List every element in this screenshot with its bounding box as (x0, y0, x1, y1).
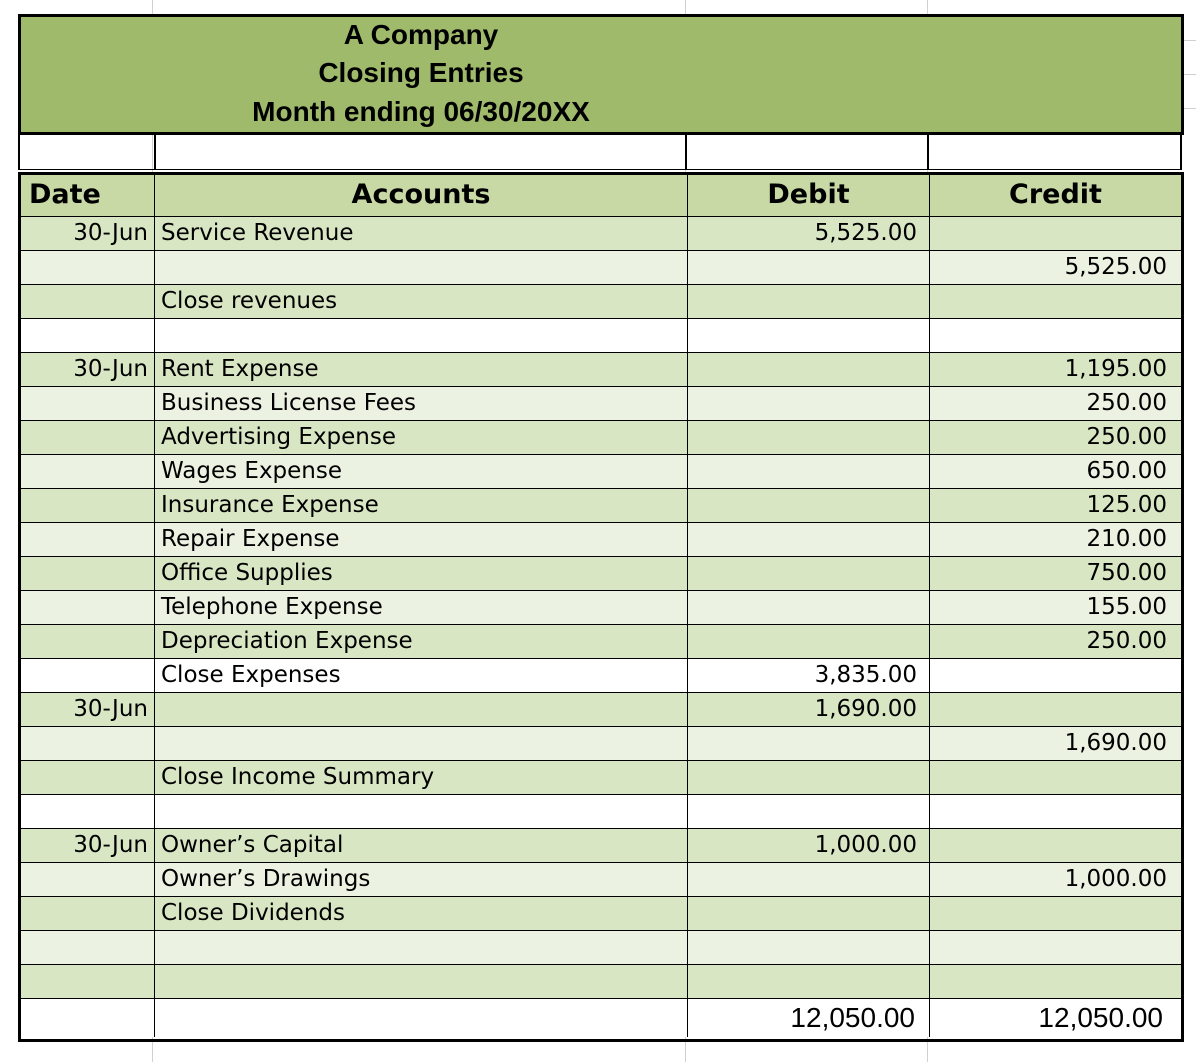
spacer-cell[interactable] (18, 133, 156, 170)
row-credit-cell[interactable]: 750.00 (1086, 560, 1167, 586)
gridline (1184, 74, 1196, 75)
row-debit-cell[interactable] (688, 421, 930, 454)
row-debit-cell[interactable] (688, 319, 930, 352)
table-row (21, 727, 1181, 761)
table-row (21, 897, 1181, 931)
row-credit-cell[interactable] (930, 829, 1181, 862)
row-date-cell[interactable] (21, 965, 155, 998)
row-date-cell[interactable] (21, 897, 155, 930)
table-row (21, 523, 1181, 557)
row-debit-cell[interactable] (688, 455, 930, 488)
row-date-cell[interactable] (21, 761, 155, 794)
row-credit-cell[interactable] (930, 285, 1181, 318)
row-date-cell[interactable] (21, 591, 155, 624)
row-debit-cell[interactable] (688, 863, 930, 896)
row-date-cell[interactable] (21, 795, 155, 828)
accounts-column-header[interactable]: Accounts (155, 175, 688, 216)
row-date-cell[interactable] (21, 863, 155, 896)
row-date-cell[interactable] (21, 727, 155, 760)
row-debit-cell[interactable] (688, 727, 930, 760)
row-credit-cell[interactable] (930, 965, 1181, 998)
table-row (21, 217, 1181, 251)
row-credit-cell[interactable]: 1,690.00 (1064, 730, 1167, 756)
row-account-cell[interactable] (155, 965, 688, 998)
row-date-cell[interactable] (21, 319, 155, 352)
row-date-cell[interactable] (21, 421, 155, 454)
row-debit-cell[interactable] (688, 591, 930, 624)
table-row (21, 829, 1181, 863)
row-account-cell[interactable] (155, 795, 688, 828)
row-account-cell[interactable]: Owner’s Drawings (155, 863, 688, 896)
table-row (21, 489, 1181, 523)
row-account-cell[interactable]: Office Supplies (155, 557, 688, 590)
table-row (21, 353, 1181, 387)
table-row (21, 387, 1181, 421)
table-row (21, 931, 1181, 965)
row-credit-cell[interactable] (930, 795, 1181, 828)
total-debit[interactable]: 12,050.00 (688, 999, 930, 1037)
spacer-cell[interactable] (927, 133, 1182, 170)
table-row (21, 319, 1181, 353)
row-credit-cell[interactable]: 250.00 (1086, 390, 1167, 416)
row-account-cell[interactable]: Repair Expense (155, 523, 688, 556)
table-row (21, 693, 1181, 727)
row-date-cell[interactable] (21, 557, 155, 590)
row-date-cell[interactable]: 30-Jun (21, 693, 155, 726)
row-debit-cell[interactable]: 3,835.00 (688, 659, 930, 692)
row-debit-cell[interactable] (688, 795, 930, 828)
row-account-cell[interactable]: Insurance Expense (155, 489, 688, 522)
row-date-cell[interactable]: 30-Jun (21, 353, 155, 386)
row-account-cell[interactable] (155, 693, 688, 726)
row-date-cell[interactable] (21, 455, 155, 488)
row-date-cell[interactable] (21, 931, 155, 964)
date-column-header[interactable]: Date (21, 175, 155, 216)
row-debit-cell[interactable] (688, 557, 930, 590)
row-date-cell[interactable] (21, 523, 155, 556)
row-credit-cell[interactable] (930, 217, 1181, 250)
row-credit-cell[interactable] (930, 931, 1181, 964)
company-name: A Company (343, 19, 499, 50)
table-row (21, 251, 1181, 285)
row-debit-cell[interactable] (688, 931, 930, 964)
row-account-cell[interactable] (155, 319, 688, 352)
row-credit-cell[interactable]: 155.00 (1086, 594, 1167, 620)
debit-column-header[interactable]: Debit (688, 175, 930, 216)
table-header-row (21, 175, 1181, 217)
closing-entries-table (18, 172, 1184, 1042)
row-date-cell[interactable] (21, 387, 155, 420)
totals-row (21, 999, 1181, 1037)
row-debit-cell[interactable] (688, 965, 930, 998)
table-row (21, 863, 1181, 897)
row-credit-cell[interactable]: 250.00 (1086, 424, 1167, 450)
row-debit-cell[interactable]: 5,525.00 (688, 217, 930, 250)
row-account-cell[interactable] (155, 931, 688, 964)
gridline (1184, 40, 1196, 41)
row-debit-cell[interactable] (688, 761, 930, 794)
row-date-cell[interactable]: 30-Jun (21, 829, 155, 862)
table-row (21, 659, 1181, 693)
row-credit-cell[interactable] (930, 897, 1181, 930)
row-date-cell[interactable] (21, 251, 155, 284)
table-row (21, 965, 1181, 999)
row-account-cell[interactable]: Close Dividends (155, 897, 688, 930)
table-row (21, 455, 1181, 489)
row-credit-cell[interactable]: 5,525.00 (1064, 254, 1167, 280)
spacer-cell[interactable] (152, 133, 687, 170)
row-account-cell[interactable]: Business License Fees (155, 387, 688, 420)
table-row (21, 625, 1181, 659)
row-credit-cell[interactable]: 1,195.00 (1064, 356, 1167, 382)
table-row (21, 557, 1181, 591)
row-credit-cell[interactable]: 210.00 (1086, 526, 1167, 552)
table-row (21, 421, 1181, 455)
row-credit-cell[interactable] (930, 319, 1181, 352)
table-row (21, 591, 1181, 625)
row-credit-cell[interactable] (930, 761, 1181, 794)
row-account-cell[interactable] (155, 727, 688, 760)
row-debit-cell[interactable] (688, 251, 930, 284)
row-debit-cell[interactable] (688, 897, 930, 930)
row-debit-cell[interactable] (688, 489, 930, 522)
row-debit-cell[interactable]: 1,000.00 (688, 829, 930, 862)
row-credit-cell[interactable] (930, 693, 1181, 726)
totals-date-cell[interactable] (21, 999, 155, 1037)
row-account-cell[interactable]: Depreciation Expense (155, 625, 688, 658)
row-account-cell[interactable]: Owner’s Capital (155, 829, 688, 862)
row-date-cell[interactable]: 30-Jun (21, 217, 155, 250)
row-credit-cell[interactable]: 125.00 (1086, 492, 1167, 518)
credit-column-header[interactable]: Credit (1009, 179, 1102, 210)
row-date-cell[interactable] (21, 285, 155, 318)
spacer-row (18, 133, 1182, 169)
report-name: Closing Entries (318, 57, 524, 88)
row-account-cell[interactable]: Telephone Expense (155, 591, 688, 624)
report-period: Month ending 06/30/20XX (252, 96, 590, 127)
row-debit-cell[interactable] (688, 285, 930, 318)
row-credit-cell[interactable] (930, 659, 1181, 692)
row-debit-cell[interactable]: 1,690.00 (688, 693, 930, 726)
row-debit-cell[interactable] (688, 523, 930, 556)
row-account-cell[interactable] (155, 251, 688, 284)
row-date-cell[interactable] (21, 659, 155, 692)
row-account-cell[interactable]: Rent Expense (155, 353, 688, 386)
table-row (21, 795, 1181, 829)
total-credit[interactable]: 12,050.00 (1038, 1002, 1163, 1033)
row-credit-cell[interactable]: 1,000.00 (1064, 866, 1167, 892)
table-row (21, 285, 1181, 319)
row-credit-cell[interactable]: 250.00 (1086, 628, 1167, 654)
table-row (21, 761, 1181, 795)
row-debit-cell[interactable] (688, 353, 930, 386)
row-account-cell[interactable]: Close Income Summary (155, 761, 688, 794)
row-account-cell[interactable]: Wages Expense (155, 455, 688, 488)
row-account-cell[interactable]: Service Revenue (155, 217, 688, 250)
row-debit-cell[interactable] (688, 625, 930, 658)
row-account-cell[interactable]: Advertising Expense (155, 421, 688, 454)
report-title-block (18, 14, 1184, 135)
gridline (1184, 108, 1196, 109)
row-credit-cell[interactable]: 650.00 (1086, 458, 1167, 484)
row-account-cell[interactable]: Close Expenses (155, 659, 688, 692)
row-date-cell[interactable] (21, 625, 155, 658)
totals-account-cell[interactable] (155, 999, 688, 1037)
spacer-cell[interactable] (685, 133, 929, 170)
row-debit-cell[interactable] (688, 387, 930, 420)
row-date-cell[interactable] (21, 489, 155, 522)
row-account-cell[interactable]: Close revenues (155, 285, 688, 318)
